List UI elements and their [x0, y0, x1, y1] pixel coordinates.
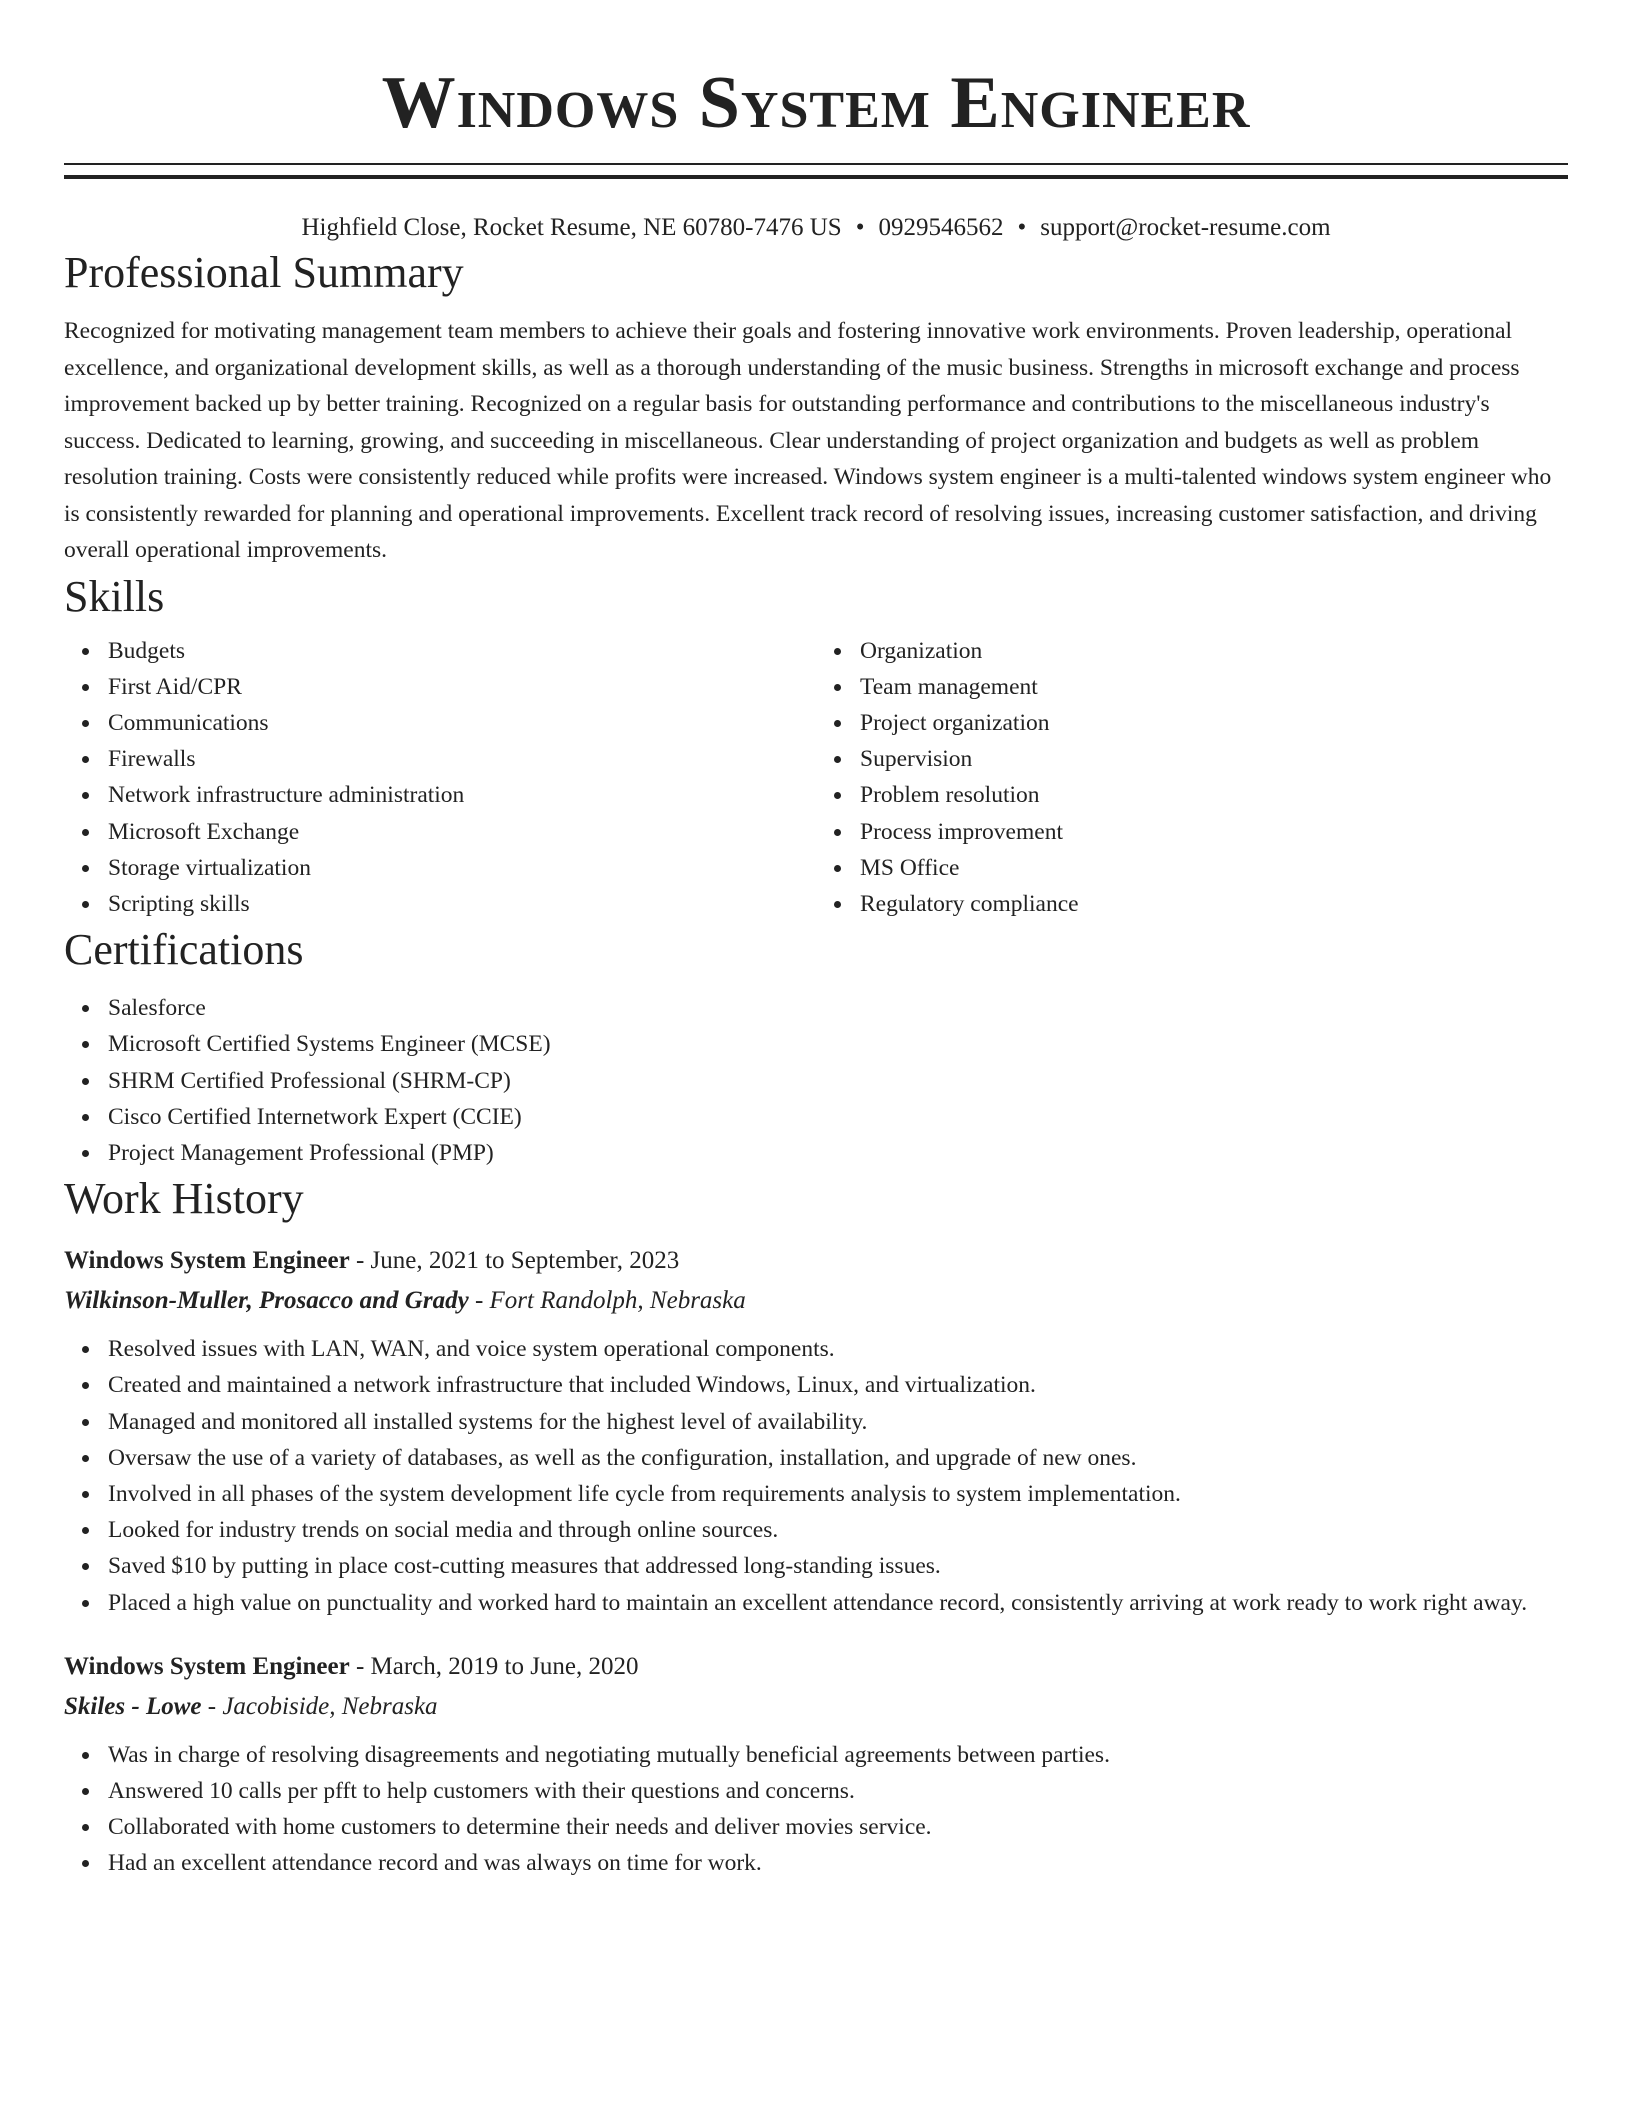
skill-item: Supervision	[860, 741, 1568, 777]
job-company: Skiles - Lowe	[64, 1692, 202, 1720]
certification-item: Salesforce	[108, 990, 1568, 1026]
contact-line	[64, 211, 1568, 245]
separator-dot: •	[855, 214, 865, 241]
summary-text: Recognized for motivating management team members to achieve their goals and fostering innovative work environments. Proven leadership, operational excellence, and organizational development skills, as well as a thorough understanding of the music business. Strengths in microsoft exchange and process improvement backed up by better training. Recognized on a regular basis for outstanding performance and contributions to the miscellaneous industry's success. Dedicated to learning, growing, and succeeding in miscellaneous. Clear understanding of project organization and budgets as well as problem resolution training. Costs were consistently reduced while profits were increased. Windows system engineer is a multi-talented windows system engineer who is consistently rewarded for planning and operational improvements. Excellent track record of resolving issues, increasing customer satisfaction, and driving overall operational improvements.	[64, 318, 1552, 563]
job-company-line	[64, 1281, 1568, 1321]
job-duty-item: Placed a high value on punctuality and worked hard to maintain an excellent attendance record, consistently arriving at work ready to work right away.	[108, 1585, 1568, 1621]
certification-item: Microsoft Certified Systems Engineer (MCSE)	[108, 1026, 1568, 1062]
skill-item: Network infrastructure administration	[108, 777, 816, 813]
job-title-line	[64, 1241, 1568, 1281]
job-duty-item: Was in charge of resolving disagreements and negotiating mutually beneficial agreements between parties.	[108, 1737, 1568, 1773]
skill-item: Problem resolution	[860, 777, 1568, 813]
job-duty-item: Saved $10 by putting in place cost-cutting measures that addressed long-standing issues.	[108, 1548, 1568, 1584]
job-duty-item: Managed and monitored all installed systems for the highest level of availability.	[108, 1404, 1568, 1440]
skill-item: Storage virtualization	[108, 850, 816, 886]
skill-item: Team management	[860, 669, 1568, 705]
job-duty-item: Answered 10 calls per pfft to help customers with their questions and concerns.	[108, 1773, 1568, 1809]
skill-item: Regulatory compliance	[860, 886, 1568, 922]
skill-item: Budgets	[108, 633, 816, 669]
job-duties-list	[64, 1737, 1568, 1882]
job-dates: - June, 2021 to September, 2023	[349, 1247, 680, 1275]
job-duties-list	[64, 1331, 1568, 1621]
skills-heading: Skills	[64, 571, 165, 621]
certification-item: SHRM Certified Professional (SHRM-CP)	[108, 1063, 1568, 1099]
job-entry	[64, 1241, 1568, 1621]
contact-address: Highfield Close, Rocket Resume, NE 60780-7476 US	[301, 214, 842, 241]
skills-list-right	[816, 633, 1568, 923]
job-duty-item: Oversaw the use of a variety of databases, as well as the configuration, installation, and upgrade of new ones.	[108, 1440, 1568, 1476]
job-duty-item: Created and maintained a network infrastructure that included Windows, Linux, and virtualization.	[108, 1367, 1568, 1403]
contact-email[interactable]: support@rocket-resume.com	[1040, 214, 1331, 241]
contact-phone: 0929546562	[878, 214, 1004, 241]
separator-dot: •	[1017, 214, 1027, 241]
skill-item: Scripting skills	[108, 886, 816, 922]
job-company-line	[64, 1687, 1568, 1727]
job-company: Wilkinson-Muller, Prosacco and Grady	[64, 1287, 469, 1315]
skill-item: Firewalls	[108, 741, 816, 777]
title-divider	[64, 163, 1568, 179]
work-history-heading: Work History	[64, 1174, 304, 1224]
certifications-list	[64, 990, 1568, 1171]
job-title-line	[64, 1647, 1568, 1687]
skills-list-left	[64, 633, 816, 923]
skill-item: Process improvement	[860, 814, 1568, 850]
job-location: - Jacobiside, Nebraska	[201, 1692, 438, 1720]
certifications-heading: Certifications	[64, 925, 304, 975]
job-location: - Fort Randolph, Nebraska	[468, 1287, 746, 1315]
skill-item: Microsoft Exchange	[108, 814, 816, 850]
skill-item: MS Office	[860, 850, 1568, 886]
certification-item: Cisco Certified Internetwork Expert (CCIE)	[108, 1099, 1568, 1135]
job-title: Windows System Engineer	[64, 1247, 350, 1275]
skill-item: Communications	[108, 705, 816, 741]
summary-heading: Professional Summary	[64, 248, 464, 297]
job-title: Windows System Engineer	[64, 1652, 350, 1680]
job-entry	[64, 1647, 1568, 1882]
job-duty-item: Involved in all phases of the system development life cycle from requirements analysis to system implementation.	[108, 1476, 1568, 1512]
skill-item: Organization	[860, 633, 1568, 669]
job-duty-item: Resolved issues with LAN, WAN, and voice system operational components.	[108, 1331, 1568, 1367]
job-duty-item: Looked for industry trends on social media and through online sources.	[108, 1512, 1568, 1548]
job-duty-item: Had an excellent attendance record and was always on time for work.	[108, 1845, 1568, 1881]
certification-item: Project Management Professional (PMP)	[108, 1135, 1568, 1171]
job-dates: - March, 2019 to June, 2020	[349, 1652, 639, 1680]
skills-columns	[64, 633, 1568, 923]
job-duty-item: Collaborated with home customers to determine their needs and deliver movies service.	[108, 1809, 1568, 1845]
skill-item: Project organization	[860, 705, 1568, 741]
resume-title: Windows System Engineer	[381, 62, 1251, 144]
skill-item: First Aid/CPR	[108, 669, 816, 705]
